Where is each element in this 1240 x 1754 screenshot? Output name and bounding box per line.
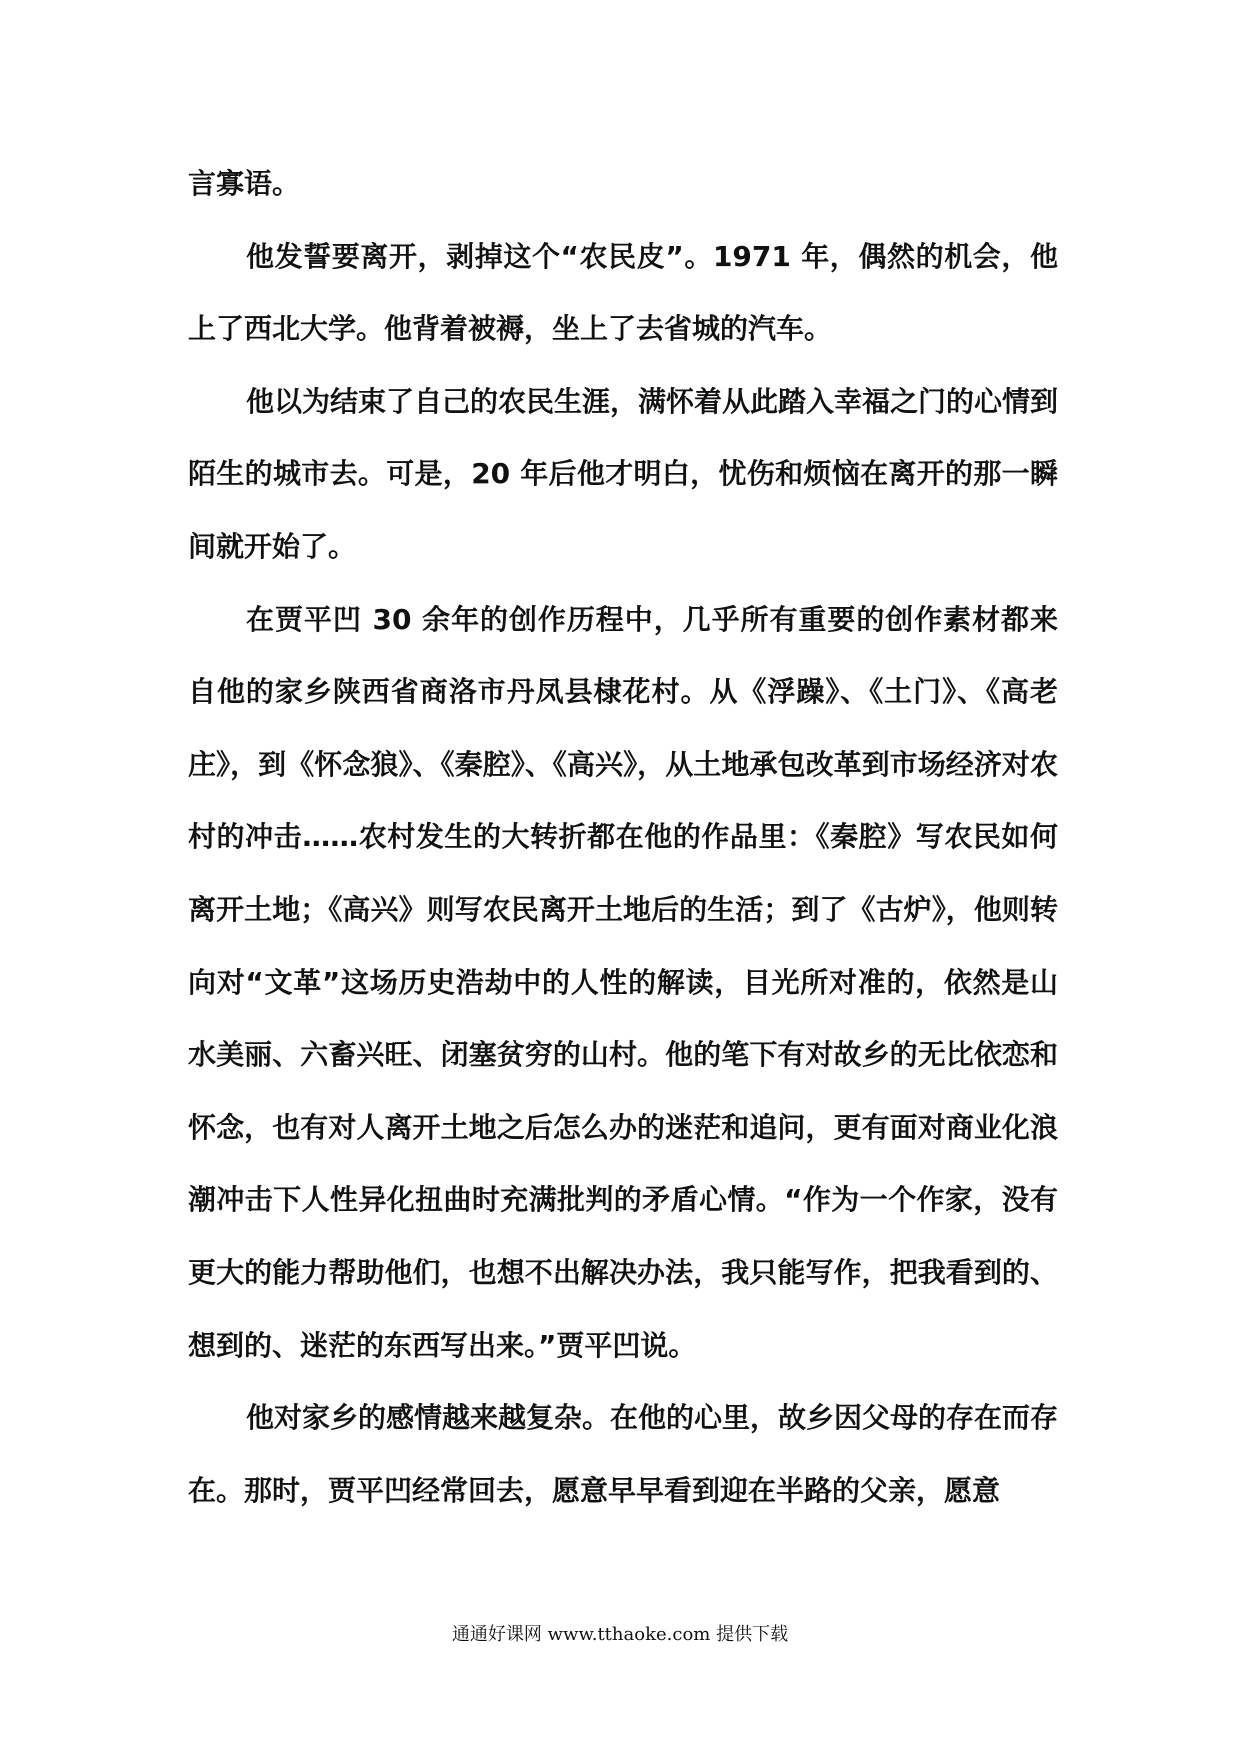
- paragraph-city-life: 他以为结束了自己的农民生涯，满怀着从此踏入幸福之门的心情到陌生的城市去。可是，20 年后他才明白，忧伤和烦恼在离开的那一瞬间就开始了。: [188, 384, 1059, 563]
- paragraph-continuation: 言寡语。: [188, 167, 301, 200]
- paragraph-leaving-home: 他发誓要离开，剥掉这个“农民皮”。1971 年，偶然的机会，他上了西北大学。他背着被褥，坐上了去省城的汽车。: [188, 239, 1058, 346]
- article-body: [188, 148, 1058, 1527]
- page-footer: 通通好课网 www.tthaoke.com 提供下载: [451, 1624, 789, 1645]
- paragraph-creative-career: 在贾平凹 30 余年的创作历程中，几乎所有重要的创作素材都来自他的家乡陕西省商洛市丹凤县棣花村。从《浮躁》、《土门》、《高老庄》，到《怀念狼》、《秦腔》、《高兴》，从土地承包改革到市场经济对农村的冲击……农村发生的大转折都在他的作品里：《秦腔》写农民如何离开土地；《高兴》则写农民离开土地后的生活；到了《古炉》，他则转向对“文革”这场历史浩劫中的人性的解读，目光所对准的，依然是山水美丽、六畜兴旺、闭塞贫穷的山村。他的笔下有对故乡的无比依恋和怀念，也有对人离开土地之后怎么办的迷茫和追问，更有面对商业化浪潮冲击下人性异化扭曲时充满批判的矛盾心情。“作为一个作家，没有更大的能力帮助他们，也想不出解决办法，我只能写作，把我看到的、想到的、迷茫的东西写出来。”贾平凹说。: [188, 602, 1058, 1362]
- paragraph-hometown-feelings: 他对家乡的感情越来越复杂。在他的心里，故乡因父母的存在而存在。那时，贾平凹经常回去，愿意早早看到迎在半路的父亲，愿意: [188, 1401, 1059, 1507]
